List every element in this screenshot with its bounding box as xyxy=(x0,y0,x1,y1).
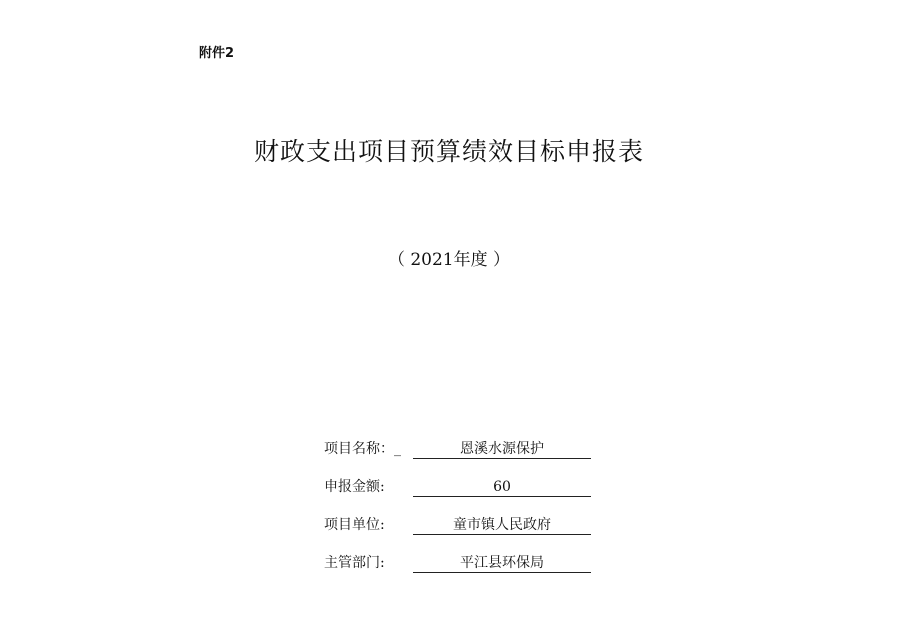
project-unit-value: 童市镇人民政府 xyxy=(413,514,591,535)
field-project-unit xyxy=(324,514,604,552)
page-title: 财政支出项目预算绩效目标申报表 xyxy=(253,137,644,166)
field-amount xyxy=(324,476,604,514)
project-name-label: 项目名称：_ xyxy=(324,441,401,457)
attachment-label: 附件2 xyxy=(199,46,235,61)
project-info-form xyxy=(324,438,604,590)
project-name-value: 恩溪水源保护 xyxy=(413,438,591,459)
fiscal-year: （ 2021年度 ） xyxy=(387,250,511,270)
field-department xyxy=(324,552,604,590)
amount-value: 60 xyxy=(413,476,591,497)
project-unit-label: 项目单位: xyxy=(324,517,385,533)
amount-label: 申报金额: xyxy=(324,479,385,495)
department-label: 主管部门: xyxy=(324,555,385,571)
field-project-name xyxy=(324,438,604,476)
department-value: 平江县环保局 xyxy=(413,552,591,573)
